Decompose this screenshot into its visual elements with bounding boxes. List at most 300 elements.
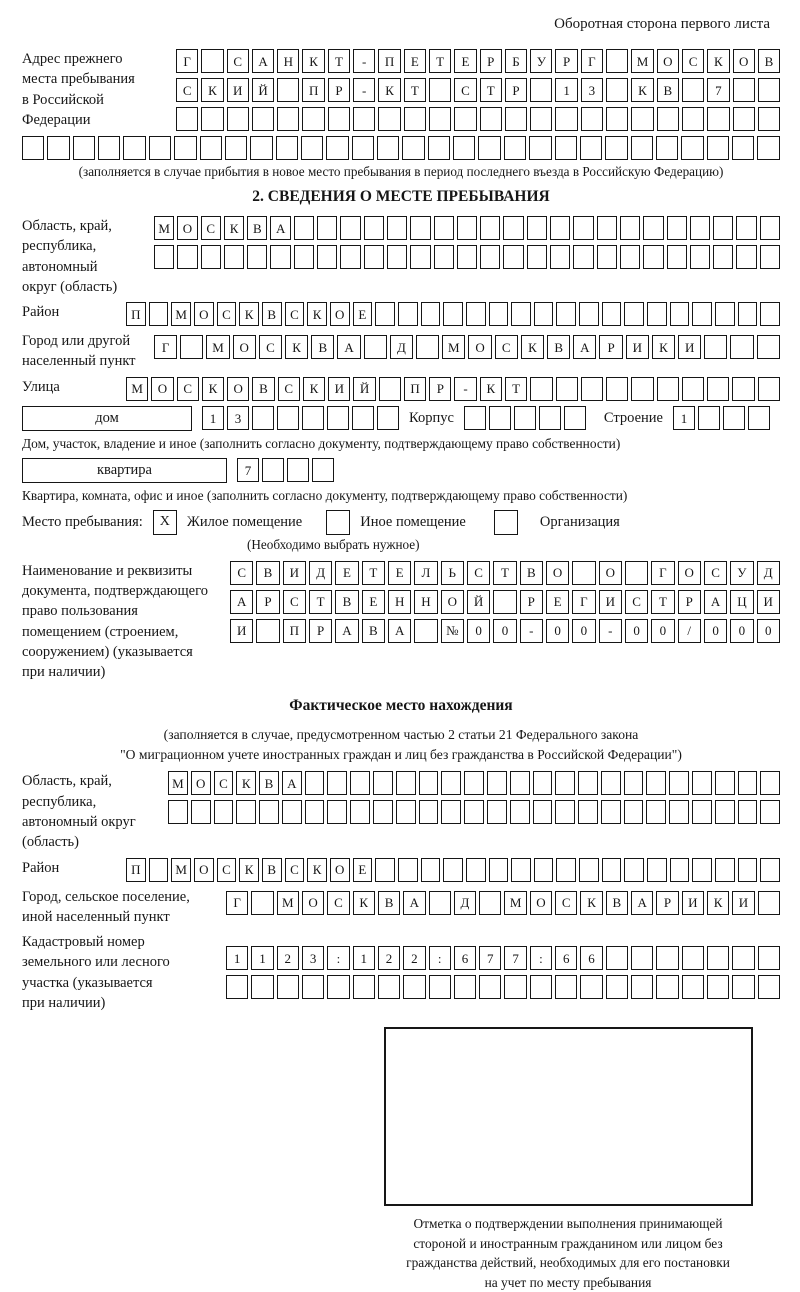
char-box[interactable] (464, 771, 484, 795)
char-box[interactable] (601, 800, 621, 824)
char-box[interactable] (556, 858, 576, 882)
char-box[interactable] (277, 975, 299, 999)
char-box[interactable] (732, 136, 754, 160)
char-box[interactable]: А (388, 619, 411, 643)
char-box[interactable] (410, 245, 430, 269)
char-box[interactable]: К (580, 891, 602, 915)
char-box[interactable] (707, 377, 729, 401)
char-box[interactable]: 0 (704, 619, 727, 643)
char-box[interactable] (270, 245, 290, 269)
char-box[interactable]: И (682, 891, 704, 915)
char-box[interactable] (277, 78, 299, 102)
char-box[interactable] (236, 800, 256, 824)
char-box[interactable] (259, 800, 279, 824)
char-box[interactable]: К (224, 216, 244, 240)
char-box[interactable] (736, 216, 756, 240)
char-box[interactable] (73, 136, 95, 160)
char-box[interactable] (760, 216, 780, 240)
char-box[interactable]: Й (252, 78, 274, 102)
char-box[interactable]: К (521, 335, 544, 359)
char-box[interactable] (453, 136, 475, 160)
char-box[interactable]: С (704, 561, 727, 585)
char-box[interactable] (200, 136, 222, 160)
char-box[interactable]: С (283, 590, 306, 614)
char-box[interactable]: В (262, 858, 282, 882)
char-box[interactable]: 1 (202, 406, 224, 430)
char-box[interactable]: В (335, 590, 358, 614)
char-box[interactable] (760, 771, 780, 795)
char-box[interactable] (597, 216, 617, 240)
char-box[interactable] (294, 216, 314, 240)
char-box[interactable] (624, 771, 644, 795)
char-box[interactable]: А (335, 619, 358, 643)
char-box[interactable]: Р (309, 619, 332, 643)
char-box[interactable] (277, 406, 299, 430)
char-box[interactable] (555, 975, 577, 999)
char-box[interactable]: В (252, 377, 274, 401)
char-box[interactable] (353, 107, 375, 131)
char-box[interactable] (643, 216, 663, 240)
char-box[interactable]: К (236, 771, 256, 795)
char-box[interactable]: К (707, 49, 729, 73)
char-box[interactable] (276, 136, 298, 160)
char-box[interactable]: Р (480, 49, 502, 73)
char-box[interactable]: И (626, 335, 649, 359)
char-box[interactable]: Т (493, 561, 516, 585)
char-box[interactable] (224, 245, 244, 269)
char-box[interactable] (250, 136, 272, 160)
char-box[interactable] (581, 377, 603, 401)
char-box[interactable]: К (239, 858, 259, 882)
char-box[interactable]: Д (390, 335, 413, 359)
char-box[interactable] (730, 335, 753, 359)
char-box[interactable] (375, 302, 395, 326)
char-box[interactable] (606, 78, 628, 102)
char-box[interactable]: С (467, 561, 490, 585)
char-box[interactable]: М (631, 49, 653, 73)
char-box[interactable]: : (429, 946, 451, 970)
char-box[interactable] (443, 858, 463, 882)
char-box[interactable]: 1 (555, 78, 577, 102)
char-box[interactable] (555, 107, 577, 131)
char-box[interactable] (378, 975, 400, 999)
char-box[interactable] (464, 800, 484, 824)
char-box[interactable]: 7 (479, 946, 501, 970)
char-box[interactable] (564, 406, 586, 430)
char-box[interactable] (404, 107, 426, 131)
char-box[interactable] (294, 245, 314, 269)
char-box[interactable]: И (757, 590, 780, 614)
char-box[interactable] (631, 946, 653, 970)
char-box[interactable] (277, 107, 299, 131)
char-box[interactable]: В (520, 561, 543, 585)
char-box[interactable]: С (285, 302, 305, 326)
char-box[interactable]: Ц (730, 590, 753, 614)
char-box[interactable] (529, 136, 551, 160)
char-box[interactable]: Д (309, 561, 332, 585)
char-box[interactable]: А (403, 891, 425, 915)
char-box[interactable] (328, 107, 350, 131)
char-box[interactable] (396, 771, 416, 795)
char-box[interactable]: В (247, 216, 267, 240)
char-box[interactable] (620, 216, 640, 240)
char-box[interactable] (760, 858, 780, 882)
char-box[interactable]: Е (404, 49, 426, 73)
char-box[interactable] (443, 302, 463, 326)
char-box[interactable]: К (285, 335, 308, 359)
char-box[interactable] (326, 136, 348, 160)
char-box[interactable]: Р (656, 891, 678, 915)
char-box[interactable] (505, 107, 527, 131)
char-box[interactable]: 1 (353, 946, 375, 970)
char-box[interactable] (682, 975, 704, 999)
char-box[interactable]: В (606, 891, 628, 915)
char-box[interactable]: М (277, 891, 299, 915)
char-box[interactable] (631, 377, 653, 401)
char-box[interactable] (690, 245, 710, 269)
char-box[interactable] (317, 216, 337, 240)
char-box[interactable] (530, 78, 552, 102)
char-box[interactable]: К (353, 891, 375, 915)
char-box[interactable] (624, 302, 644, 326)
char-box[interactable]: 0 (493, 619, 516, 643)
char-box[interactable] (262, 458, 284, 482)
char-box[interactable] (682, 946, 704, 970)
char-box[interactable] (464, 406, 486, 430)
char-box[interactable]: 3 (581, 78, 603, 102)
char-box[interactable]: Г (226, 891, 248, 915)
char-box[interactable]: О (678, 561, 701, 585)
char-box[interactable]: С (327, 891, 349, 915)
char-box[interactable] (398, 302, 418, 326)
char-box[interactable] (692, 858, 712, 882)
char-box[interactable] (398, 858, 418, 882)
char-box[interactable] (503, 216, 523, 240)
char-box[interactable] (656, 136, 678, 160)
char-box[interactable] (647, 858, 667, 882)
char-box[interactable]: А (631, 891, 653, 915)
char-box[interactable]: Е (353, 858, 373, 882)
char-box[interactable] (340, 216, 360, 240)
char-box[interactable]: Н (388, 590, 411, 614)
char-box[interactable]: О (599, 561, 622, 585)
char-box[interactable] (530, 377, 552, 401)
char-box[interactable] (504, 975, 526, 999)
char-box[interactable]: И (230, 619, 253, 643)
char-box[interactable] (493, 590, 516, 614)
char-box[interactable]: Т (429, 49, 451, 73)
char-box[interactable]: Д (454, 891, 476, 915)
char-box[interactable] (434, 216, 454, 240)
char-box[interactable] (707, 946, 729, 970)
char-box[interactable]: Г (154, 335, 177, 359)
char-box[interactable]: 7 (504, 946, 526, 970)
char-box[interactable] (692, 771, 712, 795)
char-box[interactable]: О (151, 377, 173, 401)
char-box[interactable]: М (442, 335, 465, 359)
char-box[interactable]: А (337, 335, 360, 359)
char-box[interactable]: Р (505, 78, 527, 102)
char-box[interactable] (656, 975, 678, 999)
char-box[interactable] (656, 946, 678, 970)
char-box[interactable]: М (206, 335, 229, 359)
char-box[interactable] (353, 975, 375, 999)
char-box[interactable] (631, 136, 653, 160)
char-box[interactable] (327, 800, 347, 824)
char-box[interactable] (416, 335, 439, 359)
char-box[interactable]: О (530, 891, 552, 915)
char-box[interactable]: Е (353, 302, 373, 326)
char-box[interactable] (312, 458, 334, 482)
char-box[interactable] (201, 49, 223, 73)
char-box[interactable] (581, 107, 603, 131)
char-box[interactable]: К (303, 377, 325, 401)
char-box[interactable] (580, 136, 602, 160)
char-box[interactable] (350, 771, 370, 795)
char-box[interactable] (419, 771, 439, 795)
char-box[interactable] (305, 771, 325, 795)
char-box[interactable]: К (480, 377, 502, 401)
char-box[interactable] (429, 975, 451, 999)
char-box[interactable] (682, 107, 704, 131)
char-box[interactable]: Л (414, 561, 437, 585)
char-box[interactable]: С (201, 216, 221, 240)
char-box[interactable]: № (441, 619, 464, 643)
char-box[interactable]: И (732, 891, 754, 915)
char-box[interactable]: К (302, 49, 324, 73)
char-box[interactable] (579, 302, 599, 326)
char-box[interactable]: С (259, 335, 282, 359)
char-box[interactable]: И (227, 78, 249, 102)
char-box[interactable] (252, 406, 274, 430)
char-box[interactable] (707, 975, 729, 999)
char-box[interactable] (180, 335, 203, 359)
char-box[interactable] (707, 136, 729, 160)
char-box[interactable] (457, 216, 477, 240)
char-box[interactable]: Р (555, 49, 577, 73)
char-box[interactable]: А (573, 335, 596, 359)
char-box[interactable]: О (233, 335, 256, 359)
char-box[interactable]: М (126, 377, 148, 401)
char-box[interactable] (327, 975, 349, 999)
char-box[interactable]: С (214, 771, 234, 795)
char-box[interactable]: 6 (580, 946, 602, 970)
char-box[interactable] (511, 302, 531, 326)
char-box[interactable]: К (631, 78, 653, 102)
char-box[interactable] (201, 107, 223, 131)
char-box[interactable] (555, 771, 575, 795)
char-box[interactable] (715, 858, 735, 882)
char-box[interactable]: 1 (251, 946, 273, 970)
char-box[interactable] (606, 946, 628, 970)
char-box[interactable]: : (530, 946, 552, 970)
char-box[interactable]: Р (256, 590, 279, 614)
char-box[interactable] (758, 891, 780, 915)
char-box[interactable]: В (657, 78, 679, 102)
char-box[interactable] (441, 800, 461, 824)
char-box[interactable] (98, 136, 120, 160)
char-box[interactable]: К (307, 858, 327, 882)
char-box[interactable]: У (730, 561, 753, 585)
char-box[interactable] (251, 975, 273, 999)
char-box[interactable] (480, 216, 500, 240)
char-box[interactable]: И (283, 561, 306, 585)
char-box[interactable] (690, 216, 710, 240)
char-box[interactable] (715, 302, 735, 326)
char-box[interactable] (282, 800, 302, 824)
char-box[interactable]: Е (388, 561, 411, 585)
char-box[interactable] (504, 136, 526, 160)
char-box[interactable] (174, 136, 196, 160)
char-box[interactable]: - (353, 78, 375, 102)
char-box[interactable]: П (283, 619, 306, 643)
char-box[interactable]: П (302, 78, 324, 102)
char-box[interactable]: Й (467, 590, 490, 614)
char-box[interactable]: О (657, 49, 679, 73)
char-box[interactable]: М (171, 858, 191, 882)
char-box[interactable] (670, 858, 690, 882)
char-box[interactable] (667, 245, 687, 269)
char-box[interactable]: / (678, 619, 701, 643)
char-box[interactable] (403, 975, 425, 999)
char-box[interactable] (758, 946, 780, 970)
char-box[interactable] (47, 136, 69, 160)
char-box[interactable]: К (378, 78, 400, 102)
char-box[interactable] (624, 800, 644, 824)
char-box[interactable]: В (758, 49, 780, 73)
char-box[interactable] (760, 800, 780, 824)
char-box[interactable]: К (202, 377, 224, 401)
char-box[interactable] (287, 458, 309, 482)
char-box[interactable]: О (194, 302, 214, 326)
char-box[interactable] (414, 619, 437, 643)
char-box[interactable] (22, 136, 44, 160)
char-box[interactable] (578, 771, 598, 795)
char-box[interactable]: О (441, 590, 464, 614)
char-box[interactable]: С (555, 891, 577, 915)
char-box[interactable]: К (707, 891, 729, 915)
char-box[interactable] (421, 858, 441, 882)
checkbox-organizatsiya[interactable] (494, 510, 518, 535)
char-box[interactable]: В (362, 619, 385, 643)
char-box[interactable] (251, 891, 273, 915)
char-box[interactable]: Б (505, 49, 527, 73)
char-box[interactable]: С (625, 590, 648, 614)
char-box[interactable] (441, 771, 461, 795)
char-box[interactable]: Т (309, 590, 332, 614)
char-box[interactable]: 1 (673, 406, 695, 430)
char-box[interactable]: О (302, 891, 324, 915)
char-box[interactable] (510, 771, 530, 795)
char-box[interactable]: В (256, 561, 279, 585)
char-box[interactable] (748, 406, 770, 430)
char-box[interactable] (534, 858, 554, 882)
char-box[interactable] (489, 858, 509, 882)
char-box[interactable] (377, 406, 399, 430)
char-box[interactable] (510, 800, 530, 824)
char-box[interactable] (738, 800, 758, 824)
char-box[interactable] (657, 107, 679, 131)
char-box[interactable] (123, 136, 145, 160)
char-box[interactable]: Е (454, 49, 476, 73)
char-box[interactable] (226, 975, 248, 999)
char-box[interactable]: С (227, 49, 249, 73)
char-box[interactable] (428, 136, 450, 160)
char-box[interactable] (738, 858, 758, 882)
char-box[interactable]: О (330, 858, 350, 882)
char-box[interactable] (378, 107, 400, 131)
char-box[interactable]: Р (520, 590, 543, 614)
char-box[interactable]: Г (651, 561, 674, 585)
char-box[interactable] (555, 800, 575, 824)
char-box[interactable] (631, 975, 653, 999)
char-box[interactable]: - (599, 619, 622, 643)
char-box[interactable] (168, 800, 188, 824)
char-box[interactable]: Г (581, 49, 603, 73)
char-box[interactable]: М (168, 771, 188, 795)
char-box[interactable] (625, 561, 648, 585)
char-box[interactable]: К (652, 335, 675, 359)
char-box[interactable]: Е (362, 590, 385, 614)
char-box[interactable] (466, 858, 486, 882)
char-box[interactable]: С (495, 335, 518, 359)
char-box[interactable] (402, 136, 424, 160)
char-box[interactable] (682, 377, 704, 401)
char-box[interactable]: С (278, 377, 300, 401)
char-box[interactable] (327, 771, 347, 795)
char-box[interactable]: К (201, 78, 223, 102)
char-box[interactable] (489, 406, 511, 430)
char-box[interactable] (733, 78, 755, 102)
char-box[interactable]: 0 (651, 619, 674, 643)
char-box[interactable]: 2 (277, 946, 299, 970)
char-box[interactable]: И (328, 377, 350, 401)
char-box[interactable] (256, 619, 279, 643)
char-box[interactable] (578, 800, 598, 824)
char-box[interactable] (572, 561, 595, 585)
char-box[interactable]: К (307, 302, 327, 326)
char-box[interactable] (176, 107, 198, 131)
char-box[interactable]: Р (599, 335, 622, 359)
char-box[interactable] (667, 216, 687, 240)
char-box[interactable] (429, 891, 451, 915)
char-box[interactable] (597, 245, 617, 269)
char-box[interactable]: 1 (226, 946, 248, 970)
char-box[interactable]: И (599, 590, 622, 614)
char-box[interactable] (149, 302, 169, 326)
char-box[interactable]: Т (362, 561, 385, 585)
char-box[interactable]: Е (335, 561, 358, 585)
char-box[interactable]: С (454, 78, 476, 102)
char-box[interactable] (698, 406, 720, 430)
char-box[interactable] (478, 136, 500, 160)
char-box[interactable] (373, 771, 393, 795)
char-box[interactable] (327, 406, 349, 430)
char-box[interactable] (225, 136, 247, 160)
char-box[interactable] (352, 136, 374, 160)
char-box[interactable]: Г (176, 49, 198, 73)
char-box[interactable]: Ь (441, 561, 464, 585)
char-box[interactable] (301, 136, 323, 160)
char-box[interactable] (760, 245, 780, 269)
char-box[interactable] (692, 800, 712, 824)
char-box[interactable] (732, 946, 754, 970)
char-box[interactable]: А (270, 216, 290, 240)
kvartira-type-box[interactable]: квартира (22, 458, 227, 483)
char-box[interactable] (227, 107, 249, 131)
char-box[interactable] (154, 245, 174, 269)
char-box[interactable] (177, 245, 197, 269)
